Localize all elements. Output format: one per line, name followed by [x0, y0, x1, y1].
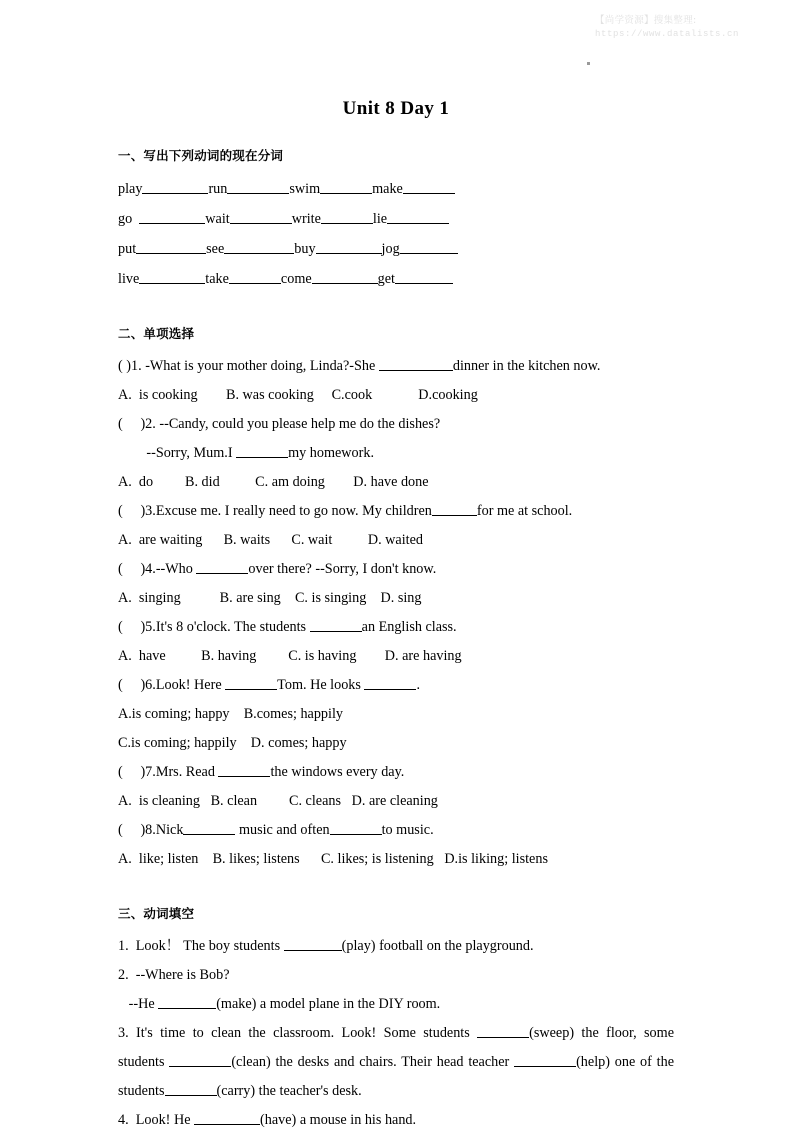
stem-text: -What is your mother doing, Linda?-She — [141, 358, 379, 374]
item-number: 1. — [118, 938, 129, 954]
stem-text: --Who — [155, 561, 197, 577]
question-options[interactable]: A.is coming; happy B.comes; happily — [118, 706, 344, 722]
verb-word: see — [206, 241, 225, 257]
question-2 — [118, 410, 674, 497]
question-options[interactable]: A. like; listen B. likes; listens C. likes; is listening D.is liking; listens — [118, 851, 548, 867]
verb-word: run — [208, 181, 228, 197]
verb-word: take — [205, 271, 229, 287]
question-marker[interactable]: ( )4. — [118, 561, 156, 577]
answer-blank[interactable] — [312, 269, 378, 283]
section-1-heading: 一、写出下列动词的现在分词 — [118, 148, 284, 163]
answer-blank[interactable] — [320, 179, 372, 193]
answer-blank[interactable] — [330, 820, 382, 834]
answer-blank[interactable] — [284, 936, 342, 950]
question-options[interactable]: A. do B. did C. am doing D. have done — [118, 474, 429, 490]
item-number: 2. — [118, 967, 129, 983]
answer-blank[interactable] — [321, 209, 373, 223]
item-text: Look! He — [128, 1112, 195, 1128]
question-marker[interactable]: ( )1. — [118, 358, 142, 374]
verb-row — [118, 204, 674, 234]
verb-word: live — [118, 271, 140, 287]
answer-blank[interactable] — [136, 239, 206, 253]
verb-word: write — [291, 211, 321, 227]
verb-word: jog — [381, 241, 400, 257]
question-options[interactable]: A. is cleaning B. clean C. cleans D. are cleaning — [118, 793, 438, 809]
verb-row — [118, 234, 674, 264]
answer-blank[interactable] — [165, 1081, 217, 1095]
answer-blank[interactable] — [379, 356, 453, 370]
answer-blank[interactable] — [395, 269, 453, 283]
question-stem — [118, 497, 674, 526]
answer-blank[interactable] — [158, 994, 216, 1008]
answer-blank[interactable] — [196, 559, 248, 573]
item-text: Look！ The boy students — [128, 938, 284, 954]
item-text: --Where is Bob? — [128, 967, 230, 983]
item-text: (have) a mouse in his hand. — [260, 1112, 417, 1128]
question-marker[interactable]: ( )2. — [118, 416, 156, 432]
answer-blank[interactable] — [310, 617, 362, 631]
stem-text: Mrs. Read — [155, 764, 219, 780]
fill-item-1 — [118, 932, 674, 961]
answer-blank[interactable] — [229, 269, 281, 283]
answer-blank[interactable] — [230, 209, 292, 223]
question-options[interactable]: A. is cooking B. was cooking C.cook D.cooking — [118, 387, 478, 403]
stem-text: my homework. — [288, 445, 374, 461]
answer-blank[interactable] — [403, 179, 455, 193]
stem-text: . — [416, 677, 420, 693]
question-stem — [118, 671, 674, 700]
fill-item-4 — [118, 1106, 674, 1135]
watermark-chinese-text: 【尚学资源】搜集整理: — [595, 15, 697, 26]
verb-word: go — [118, 211, 140, 227]
stem-text: --Candy, could you please help me do the dishes? — [155, 416, 441, 432]
answer-blank[interactable] — [364, 675, 416, 689]
stem-text: for me at school. — [476, 503, 573, 519]
question-stem — [118, 555, 674, 584]
question-options[interactable]: A. have B. having C. is having D. are having — [118, 648, 462, 664]
stem-text: Tom. He looks — [277, 677, 365, 693]
answer-blank[interactable] — [236, 443, 288, 457]
item-text: (sweep) the floor, some students — [118, 1025, 674, 1070]
answer-blank[interactable] — [224, 239, 294, 253]
verb-word: put — [118, 241, 137, 257]
answer-blank[interactable] — [477, 1023, 529, 1037]
page-title: Unit 8 Day 1 — [342, 98, 450, 119]
answer-blank[interactable] — [169, 1052, 231, 1066]
question-options[interactable]: C.is coming; happily D. comes; happy — [118, 735, 347, 751]
stem-text: Excuse me. I really need to go now. My children — [155, 503, 432, 519]
answer-blank[interactable] — [183, 820, 235, 834]
watermark — [595, 14, 785, 41]
answer-blank[interactable] — [218, 762, 270, 776]
stem-text: dinner in the kitchen now. — [452, 358, 601, 374]
item-text: (make) a model plane in the DIY room. — [216, 996, 441, 1012]
answer-blank[interactable] — [139, 209, 205, 223]
question-marker[interactable]: ( )5. — [118, 619, 156, 635]
stem-text: Look! Here — [155, 677, 226, 693]
fill-item-2-line1 — [118, 961, 674, 990]
item-text: --He — [118, 996, 159, 1012]
item-text: (help) one of the students — [118, 1054, 674, 1099]
verb-word: buy — [294, 241, 316, 257]
document-content — [118, 98, 674, 1135]
section-2-heading: 二、单项选择 — [118, 326, 195, 341]
question-marker[interactable]: ( )6. — [118, 677, 156, 693]
verb-word: get — [377, 271, 395, 287]
question-marker[interactable]: ( )8. — [118, 822, 156, 838]
stem-text: the windows every day. — [270, 764, 405, 780]
verb-word: swim — [289, 181, 321, 197]
question-stem — [118, 410, 674, 439]
question-stem — [118, 352, 674, 381]
answer-blank[interactable] — [142, 179, 208, 193]
question-options[interactable]: A. singing B. are sing C. is singing D. sing — [118, 590, 422, 606]
answer-blank[interactable] — [387, 209, 449, 223]
section-3-heading: 三、动词填空 — [118, 906, 195, 921]
question-5 — [118, 613, 674, 671]
stray-dot-mark — [587, 62, 590, 65]
answer-blank[interactable] — [316, 239, 382, 253]
stem-text: Nick — [155, 822, 184, 838]
answer-blank[interactable] — [400, 239, 458, 253]
question-marker[interactable]: ( )3. — [118, 503, 156, 519]
question-stem — [118, 613, 674, 642]
verb-word: make — [372, 181, 403, 197]
question-options[interactable]: A. are waiting B. waits C. wait D. waited — [118, 532, 423, 548]
stem-text: music and often — [235, 822, 330, 838]
answer-blank[interactable] — [514, 1052, 576, 1066]
verb-word: wait — [205, 211, 230, 227]
answer-blank[interactable] — [194, 1110, 260, 1124]
stem-text: over there? --Sorry, I don't know. — [248, 561, 437, 577]
stem-text: to music. — [381, 822, 434, 838]
verb-word: play — [118, 181, 143, 197]
verb-word: come — [280, 271, 312, 287]
section-1-verb-list — [118, 174, 674, 294]
item-text: (carry) the teacher's desk. — [216, 1083, 362, 1099]
item-text: (play) football on the playground. — [341, 938, 534, 954]
question-stem-line2 — [118, 439, 674, 468]
item-number: 4. — [118, 1112, 129, 1128]
item-text: It's time to clean the classroom. Look! Some students — [128, 1025, 478, 1041]
answer-blank[interactable] — [227, 179, 289, 193]
stem-text: It's 8 o'clock. The students — [155, 619, 310, 635]
question-1 — [118, 352, 674, 410]
question-stem — [118, 816, 674, 845]
verb-word: lie — [372, 211, 388, 227]
verb-row — [118, 264, 674, 294]
question-marker[interactable]: ( )7. — [118, 764, 156, 780]
answer-blank[interactable] — [432, 501, 477, 515]
question-8 — [118, 816, 674, 874]
item-text: (clean) the desks and chairs. Their head teacher — [231, 1054, 515, 1070]
question-3 — [118, 497, 674, 555]
answer-blank[interactable] — [139, 269, 205, 283]
question-stem — [118, 758, 674, 787]
question-4 — [118, 555, 674, 613]
watermark-url-text: https://www.datalists.cn — [595, 28, 740, 39]
question-7 — [118, 758, 674, 816]
fill-item-3 — [118, 1019, 674, 1106]
fill-item-2-line2 — [118, 990, 674, 1019]
item-number: 3. — [118, 1025, 129, 1041]
verb-row — [118, 174, 674, 204]
stem-text: --Sorry, Mum.I — [118, 445, 237, 461]
answer-blank[interactable] — [225, 675, 277, 689]
question-6 — [118, 671, 674, 758]
stem-text: an English class. — [361, 619, 457, 635]
